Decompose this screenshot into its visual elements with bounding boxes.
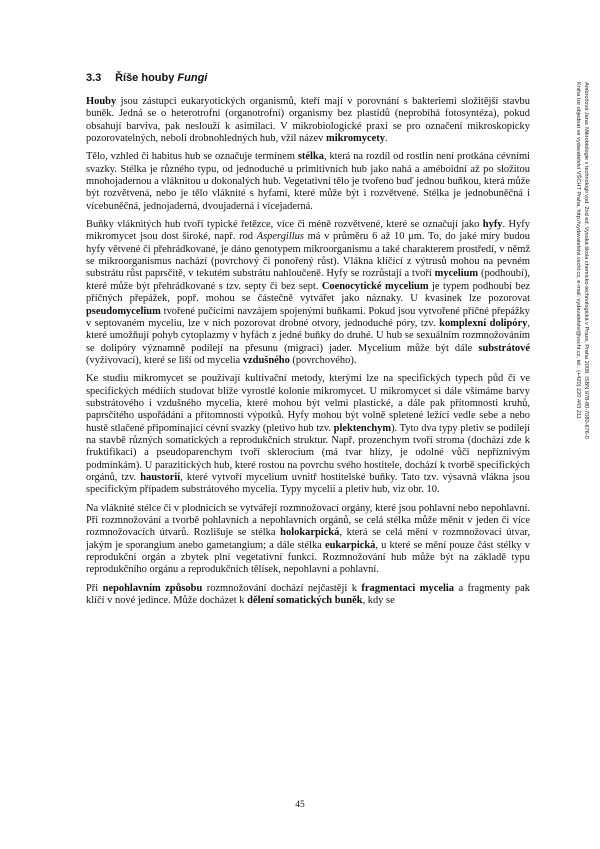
text-run: Při bbox=[86, 582, 103, 594]
bold-term: eukarpická bbox=[324, 539, 376, 551]
italic-term: Aspergillus bbox=[256, 231, 304, 243]
text-run: Buňky vláknitých hub tvoří typické řetězce, více či méně rozvětvené, které se označují jako bbox=[86, 219, 483, 231]
side-note bbox=[566, 82, 590, 602]
page-number: 45 bbox=[295, 800, 305, 810]
section-title-latin: Fungi bbox=[177, 72, 208, 84]
text-run: Na vláknité stélce či v plodnicích se vytvářejí rozmnožovací orgány, které jsou pohlavní nebo nepohlavní. Při rozmnožování a tvorbě pohlavních a nepohlavních orgánů, se celá stélka může měnit v jeden či více rozmnožovacích útvarů. Rozlišuje se stélka bbox=[86, 502, 530, 539]
text-run: jsou zástupci eukaryotických organismů, kteří mají v porovnání s bakteriemi složitější stavbu buněk. Jedná se o heterotrofní (organotrofní) organismy bez plastidů (neprobíhá fotosyntéza), pokud obsahují barviva, pak neslouží k asimilaci. V mikrobiologické praxi se pro označení mikroskopicky pozorovatelných, neboli drobnohledných hub, vžil název bbox=[86, 96, 530, 145]
paragraph bbox=[86, 373, 530, 496]
bold-term: vzdušného bbox=[242, 354, 290, 366]
text-run: , které vytvoří mycelium uvnitř hostitelské buňky. Tato tzv. výsavná vlákna jsou specifickým případem substrátového mycelia. Typy mycelií a pletiv hub, viz obr. 10. bbox=[86, 471, 530, 496]
text-run: Ke studiu mikromycet se používají kultivační metody, kterými lze na specifických typech půd či ve specifických médiích studovat blíže vyrostlé kolonie mikromycet. U mikromycet si dále všímáme barvy substrátového i vzdušného mycelia, které mohou být velmi plastické, a dále pak přítomnosti kruhů, paprsčitého uspořádání a přítomnosti výpotků. Hyfy mohou být volně spletené ležící vedle sebe a nebo hustě stlačené připomínající cévní svazky (pletivo hub tzv. bbox=[86, 373, 530, 434]
section-title: Říše houby bbox=[115, 72, 175, 84]
bold-term: nepohlavním způsobu bbox=[102, 582, 203, 594]
bold-term: holokarpická bbox=[280, 527, 340, 539]
bold-term: hyfy bbox=[482, 219, 503, 231]
text-run: , které umožňují pohyb cytoplazmy v hyfách z jedné buňky do druhé. U hub se sexuálním rozmnožováním se dolipóry významně podílejí na přesunu (migraci) jader. Mycelium může být dále bbox=[86, 317, 530, 354]
text-run: , která se celá mění v rozmnožovací útvar, jakým je sporangium anebo gametangium; a dále stélka bbox=[86, 527, 530, 551]
text-run: Tělo, vzhled či habitus hub se označuje termínem bbox=[86, 151, 298, 163]
text-run: tvořené pučícími navzájem spojenými buňkami. Pokud jsou vytvořené příčné přepážky v septovaném myceliu, lze v nich pozorovat drobné otvory, jednoduché póry, tzv. bbox=[86, 305, 530, 329]
bold-term: pseudomycelium bbox=[86, 305, 161, 317]
bold-term: mycelium bbox=[434, 268, 479, 280]
text-run: . Hyfy mikromycet jsou dost široké, např. rod bbox=[86, 219, 530, 243]
bold-term: dělení somatických buněk bbox=[247, 595, 363, 607]
bold-term: stélka bbox=[297, 151, 324, 163]
section-heading bbox=[86, 72, 207, 84]
bold-term: Houby bbox=[86, 96, 117, 107]
text-run: (vyživovací), které se liší od mycelia bbox=[86, 354, 243, 366]
text-run: (povrchového). bbox=[289, 354, 357, 366]
text-run: . bbox=[384, 133, 388, 145]
bold-term: fragmentaci mycelia bbox=[361, 582, 454, 594]
section-number: 3.3 bbox=[86, 72, 102, 84]
text-run: ). Tyto dva typy pletiv se podílejí na stavbě různých somatických a reprodukčních struktur. Např. prozenchym tvoří stroma (dochází zde k fruktifikaci) a pseudoparenchym tvoří sklerocium (má tvar hlízy, je odolné vůči nepříznivým podmínkám). U parazitických hub, které rostou na povrchu svého hostitele, dochází k tvorbě specifických orgánů, tzv. bbox=[86, 422, 530, 483]
bold-term: plektenchym bbox=[333, 422, 392, 434]
bold-term: mikromycety bbox=[326, 133, 385, 145]
side-note-ordering: Kniha lze objednat ve vydavatelství VŠCHT Praha, http://vydavatelstvi.vscht.cz, e-mail: vydavatelstvi@vscht.cz, tel.: (+420) 220 443 211 bbox=[575, 82, 581, 419]
side-note-citation: Ambrožová Jana: Mikrobiologie v technologii vod. 2nd ed. Vysoká škola chemicko-technologická v Praze, Praha 2008. ISBN 978-80-7080-676-0 bbox=[583, 82, 589, 439]
bold-term: haustorií bbox=[140, 471, 181, 483]
text-run: má v průměru 6 až 10 μm. To, do jaké míry budou hyfy větvené či přehrádkované, je dáno genotypem mikroorganismu a také charakterem prostředí, v němž se mikroorganismus nachází (povrchový či ponořený růst). Vlákna klíčící z výtrusů mohou na pevném substrátu růst paprsčitě, v tekutém substrátu nahloučeně. Hyfy se rozrůstají a tvoří bbox=[86, 231, 530, 280]
text-run: , kdy se bbox=[362, 595, 395, 607]
bold-term: Coenocytické mycelium bbox=[321, 280, 429, 292]
text-run: a fragmenty pak klíčí v nové jedince. Může docházet k bbox=[86, 582, 530, 607]
text-run: (podhoubí), které může být přehrádkované s tzv. septy či bez sept. bbox=[86, 268, 530, 292]
paragraph bbox=[86, 151, 530, 213]
paragraph bbox=[86, 503, 530, 577]
text-run: , která na rozdíl od rostlin není protkána cévními svazky. Stélka je různého typu, od jednoduché u primitivních hub jako nahá a améboidní až po složitou mnohojadernou a vláknitou u dokonalých hub. Vegetativní tělo je tvořeno buď jednou buňkou, která může být rozvětvená, nebo je tělo vláknité s hyfami, které může být i rozvětvené. Stélka je jednobuněčná i vícebuněčná, jednojaderná, dvoujaderná i vícejaderná. bbox=[86, 151, 530, 212]
paragraph bbox=[86, 583, 530, 608]
bold-term: komplexní dolipóry bbox=[439, 317, 528, 329]
text-run: rozmnožování dochází nejčastěji k bbox=[202, 582, 362, 594]
text-run: , u které se mění pouze část stélky v reprodukční orgán a zbytek plní vegetativní funkci. Rozmnožování hub může být na základě typu reprodukčního orgánu a reprodukčních tělísek, nepohlavní a pohlavní. bbox=[86, 539, 530, 576]
paragraph bbox=[86, 219, 530, 367]
paragraph bbox=[86, 96, 530, 145]
bold-term: substrátové bbox=[478, 342, 530, 354]
text-run: je typem podhoubí bez příčných přepážek, popř. mohou se částečně vytvářet jako náznaky. U kvasinek lze pozorovat bbox=[86, 280, 530, 305]
body-text bbox=[86, 96, 530, 613]
